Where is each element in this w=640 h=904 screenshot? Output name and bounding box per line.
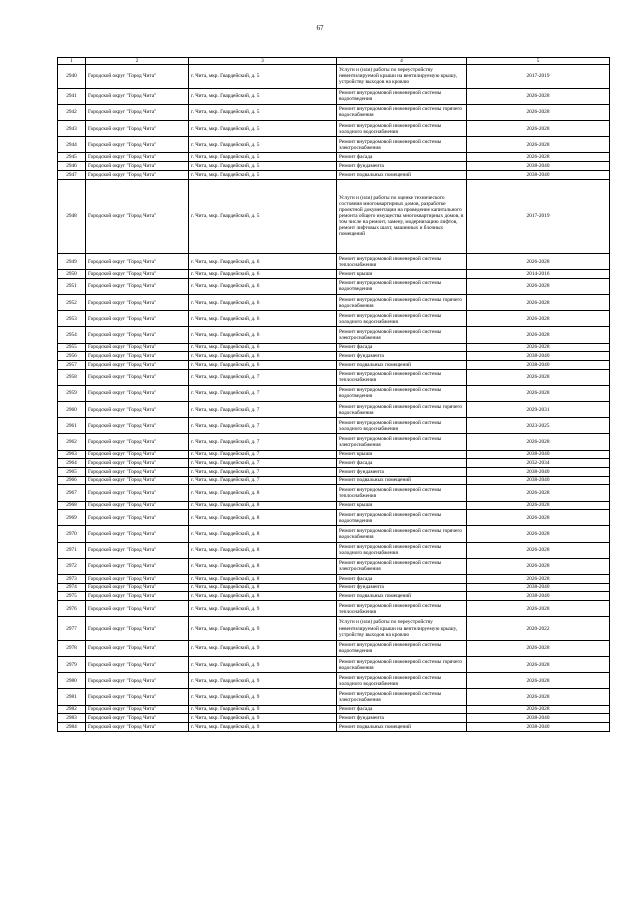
row-number-cell: 2950 — [58, 270, 86, 279]
address-cell: г. Чита, мкр. Гвардейский, д. 6 — [189, 352, 337, 361]
address-cell: г. Чита, мкр. Гвардейский, д. 6 — [189, 278, 337, 294]
table-row — [58, 88, 610, 104]
work-type-cell: Ремонт подвальных помещений — [337, 592, 467, 601]
work-type-cell: Ремонт внутридомовой инженерной системы водоотведения — [337, 510, 467, 526]
period-cell: 2038-2040 — [467, 162, 610, 171]
work-type-cell: Ремонт внутридомовой инженерной системы теплоснабжения — [337, 254, 467, 270]
row-number-cell: 2979 — [58, 657, 86, 673]
table-row — [58, 434, 610, 450]
row-number-cell: 2949 — [58, 254, 86, 270]
address-cell: г. Чита, мкр. Гвардейский, д. 6 — [189, 270, 337, 279]
address-cell: г. Чита, мкр. Гвардейский, д. 9 — [189, 673, 337, 689]
municipality-cell: Городской округ "Город Чита" — [86, 640, 189, 656]
work-type-cell: Ремонт внутридомовой инженерной системы электроснабжения — [337, 327, 467, 343]
work-type-cell: Ремонт внутридомовой инженерной системы холодного водоснабжения — [337, 311, 467, 327]
municipality-cell: Городской округ "Город Чита" — [86, 104, 189, 120]
table-row — [58, 369, 610, 385]
table-row — [58, 705, 610, 714]
row-number-cell: 2965 — [58, 468, 86, 477]
municipality-cell: Городской округ "Город Чита" — [86, 601, 189, 617]
municipality-cell: Городской округ "Город Чита" — [86, 657, 189, 673]
municipality-cell: Городской округ "Город Чита" — [86, 575, 189, 584]
table-row — [58, 657, 610, 673]
table-row — [58, 601, 610, 617]
work-type-cell: Ремонт внутридомовой инженерной системы теплоснабжения — [337, 369, 467, 385]
work-type-cell: Ремонт фасада — [337, 575, 467, 584]
page-number: 67 — [316, 24, 324, 32]
period-cell: 2038-2040 — [467, 468, 610, 477]
row-number-cell: 2943 — [58, 121, 86, 137]
work-type-cell: Ремонт фасада — [337, 459, 467, 468]
work-type-cell: Ремонт внутридомовой инженерной системы теплоснабжения — [337, 485, 467, 501]
address-cell: г. Чита, мкр. Гвардейский, д. 9 — [189, 714, 337, 723]
municipality-cell: Городской округ "Город Чита" — [86, 617, 189, 641]
period-cell: 2026-2028 — [467, 575, 610, 584]
period-cell: 2026-2028 — [467, 295, 610, 311]
row-number-cell: 2955 — [58, 343, 86, 352]
table-row — [58, 583, 610, 592]
row-number-cell: 2970 — [58, 526, 86, 542]
work-type-cell: Ремонт внутридомовой инженерной системы электроснабжения — [337, 689, 467, 705]
municipality-cell: Городской округ "Город Чита" — [86, 311, 189, 327]
period-cell: 2026-2028 — [467, 343, 610, 352]
address-cell: г. Чита, мкр. Гвардейский, д. 7 — [189, 450, 337, 459]
table-row — [58, 361, 610, 370]
row-number-cell: 2959 — [58, 385, 86, 401]
row-number-cell: 2960 — [58, 402, 86, 418]
period-cell: 2026-2028 — [467, 104, 610, 120]
municipality-cell: Городской округ "Город Чита" — [86, 121, 189, 137]
table-row — [58, 450, 610, 459]
table-row — [58, 476, 610, 485]
municipality-cell: Городской округ "Город Чита" — [86, 327, 189, 343]
row-number-cell: 2980 — [58, 673, 86, 689]
table-row — [58, 104, 610, 120]
column-header-3: 3 — [189, 58, 337, 65]
municipality-cell: Городской округ "Город Чита" — [86, 526, 189, 542]
address-cell: г. Чита, мкр. Гвардейский, д. 5 — [189, 137, 337, 153]
work-type-cell: Ремонт фасада — [337, 705, 467, 714]
work-type-cell: Ремонт внутридомовой инженерной системы теплоснабжения — [337, 601, 467, 617]
municipality-cell: Городской округ "Город Чита" — [86, 402, 189, 418]
period-cell: 2032-2034 — [467, 459, 610, 468]
period-cell: 2026-2028 — [467, 121, 610, 137]
column-header-4: 4 — [337, 58, 467, 65]
work-type-cell: Ремонт внутридомовой инженерной системы горячего водоснабжения — [337, 526, 467, 542]
period-cell: 2026-2028 — [467, 485, 610, 501]
work-type-cell: Ремонт фундамента — [337, 583, 467, 592]
municipality-cell: Городской округ "Город Чита" — [86, 558, 189, 574]
table-row — [58, 526, 610, 542]
table-row — [58, 327, 610, 343]
table-row — [58, 714, 610, 723]
address-cell: г. Чита, мкр. Гвардейский, д. 6 — [189, 343, 337, 352]
row-number-cell: 2983 — [58, 714, 86, 723]
municipality-cell: Городской округ "Город Чита" — [86, 361, 189, 370]
row-number-cell: 2978 — [58, 640, 86, 656]
address-cell: г. Чита, мкр. Гвардейский, д. 6 — [189, 295, 337, 311]
row-number-cell: 2982 — [58, 705, 86, 714]
period-cell: 2038-2040 — [467, 722, 610, 731]
row-number-cell: 2964 — [58, 459, 86, 468]
municipality-cell: Городской округ "Город Чита" — [86, 485, 189, 501]
table-row — [58, 179, 610, 254]
row-number-cell: 2954 — [58, 327, 86, 343]
table-row — [58, 278, 610, 294]
row-number-cell: 2956 — [58, 352, 86, 361]
municipality-cell: Городской округ "Город Чита" — [86, 88, 189, 104]
work-type-cell: Ремонт внутридомовой инженерной системы водоотведения — [337, 640, 467, 656]
address-cell: г. Чита, мкр. Гвардейский, д. 6 — [189, 254, 337, 270]
table-row — [58, 722, 610, 731]
address-cell: г. Чита, мкр. Гвардейский, д. 7 — [189, 402, 337, 418]
row-number-cell: 2944 — [58, 137, 86, 153]
work-type-cell: Ремонт внутридомовой инженерной системы горячего водоснабжения — [337, 657, 467, 673]
municipality-cell: Городской округ "Город Чита" — [86, 137, 189, 153]
address-cell: г. Чита, мкр. Гвардейский, д. 7 — [189, 369, 337, 385]
municipality-cell: Городской округ "Город Чита" — [86, 583, 189, 592]
work-type-cell: Услуги и (или) работы по переустройству невентилируемой крыши на вентилируемую крышу, устройству выходов на кровлю — [337, 65, 467, 89]
header-row — [58, 58, 610, 65]
period-cell: 2026-2028 — [467, 88, 610, 104]
period-cell: 2038-2040 — [467, 450, 610, 459]
municipality-cell: Городской округ "Город Чита" — [86, 705, 189, 714]
work-type-cell: Ремонт внутридомовой инженерной системы горячего водоснабжения — [337, 104, 467, 120]
row-number-cell: 2958 — [58, 369, 86, 385]
row-number-cell: 2963 — [58, 450, 86, 459]
municipality-cell: Городской округ "Город Чита" — [86, 459, 189, 468]
period-cell: 2038-2040 — [467, 476, 610, 485]
work-type-cell: Ремонт внутридомовой инженерной системы холодного водоснабжения — [337, 673, 467, 689]
table-row — [58, 270, 610, 279]
address-cell: г. Чита, мкр. Гвардейский, д. 7 — [189, 468, 337, 477]
work-type-cell: Ремонт внутридомовой инженерной системы электроснабжения — [337, 558, 467, 574]
municipality-cell: Городской округ "Город Чита" — [86, 170, 189, 179]
period-cell: 2017-2019 — [467, 179, 610, 254]
period-cell: 2026-2028 — [467, 311, 610, 327]
address-cell: г. Чита, мкр. Гвардейский, д. 5 — [189, 65, 337, 89]
column-header-2: 2 — [86, 58, 189, 65]
municipality-cell: Городской округ "Город Чита" — [86, 542, 189, 558]
municipality-cell: Городской округ "Город Чита" — [86, 434, 189, 450]
work-type-cell: Ремонт внутридомовой инженерной системы горячего водоснабжения — [337, 295, 467, 311]
row-number-cell: 2948 — [58, 179, 86, 254]
address-cell: г. Чита, мкр. Гвардейский, д. 5 — [189, 162, 337, 171]
column-header-5: 5 — [467, 58, 610, 65]
table-row — [58, 485, 610, 501]
address-cell: г. Чита, мкр. Гвардейский, д. 8 — [189, 558, 337, 574]
address-cell: г. Чита, мкр. Гвардейский, д. 9 — [189, 689, 337, 705]
table-row — [58, 542, 610, 558]
period-cell: 2026-2028 — [467, 434, 610, 450]
address-cell: г. Чита, мкр. Гвардейский, д. 8 — [189, 485, 337, 501]
period-cell: 2038-2040 — [467, 583, 610, 592]
period-cell: 2026-2028 — [467, 501, 610, 510]
table-row — [58, 459, 610, 468]
work-type-cell: Ремонт внутридомовой инженерной системы холодного водоснабжения — [337, 418, 467, 434]
table-row — [58, 673, 610, 689]
row-number-cell: 2981 — [58, 689, 86, 705]
municipality-cell: Городской округ "Город Чита" — [86, 278, 189, 294]
period-cell: 2014-2016 — [467, 270, 610, 279]
table-row — [58, 153, 610, 162]
row-number-cell: 2973 — [58, 575, 86, 584]
repair-schedule-table — [57, 57, 610, 732]
municipality-cell: Городской округ "Город Чита" — [86, 270, 189, 279]
address-cell: г. Чита, мкр. Гвардейский, д. 6 — [189, 327, 337, 343]
row-number-cell: 2941 — [58, 88, 86, 104]
table-row — [58, 575, 610, 584]
work-type-cell: Ремонт крыши — [337, 450, 467, 459]
work-type-cell: Ремонт внутридомовой инженерной системы водоотведения — [337, 88, 467, 104]
period-cell: 2038-2040 — [467, 592, 610, 601]
row-number-cell: 2942 — [58, 104, 86, 120]
period-cell: 2026-2028 — [467, 705, 610, 714]
table-body — [58, 65, 610, 732]
row-number-cell: 2969 — [58, 510, 86, 526]
table-row — [58, 311, 610, 327]
work-type-cell: Ремонт крыши — [337, 501, 467, 510]
period-cell: 2026-2028 — [467, 153, 610, 162]
row-number-cell: 2977 — [58, 617, 86, 641]
municipality-cell: Городской округ "Город Чита" — [86, 254, 189, 270]
period-cell: 2026-2028 — [467, 369, 610, 385]
address-cell: г. Чита, мкр. Гвардейский, д. 9 — [189, 617, 337, 641]
municipality-cell: Городской округ "Город Чита" — [86, 501, 189, 510]
row-number-cell: 2940 — [58, 65, 86, 89]
row-number-cell: 2947 — [58, 170, 86, 179]
address-cell: г. Чита, мкр. Гвардейский, д. 9 — [189, 601, 337, 617]
row-number-cell: 2984 — [58, 722, 86, 731]
work-type-cell: Ремонт подвальных помещений — [337, 361, 467, 370]
row-number-cell: 2953 — [58, 311, 86, 327]
period-cell: 2026-2028 — [467, 278, 610, 294]
row-number-cell: 2961 — [58, 418, 86, 434]
period-cell: 2026-2028 — [467, 526, 610, 542]
municipality-cell: Городской округ "Город Чита" — [86, 722, 189, 731]
address-cell: г. Чита, мкр. Гвардейский, д. 8 — [189, 510, 337, 526]
row-number-cell: 2966 — [58, 476, 86, 485]
table-row — [58, 501, 610, 510]
period-cell: 2038-2040 — [467, 361, 610, 370]
address-cell: г. Чита, мкр. Гвардейский, д. 8 — [189, 542, 337, 558]
row-number-cell: 2975 — [58, 592, 86, 601]
table-row — [58, 352, 610, 361]
address-cell: г. Чита, мкр. Гвардейский, д. 9 — [189, 722, 337, 731]
address-cell: г. Чита, мкр. Гвардейский, д. 7 — [189, 476, 337, 485]
address-cell: г. Чита, мкр. Гвардейский, д. 7 — [189, 385, 337, 401]
work-type-cell: Ремонт внутридомовой инженерной системы горячего водоснабжения — [337, 402, 467, 418]
row-number-cell: 2976 — [58, 601, 86, 617]
table-row — [58, 418, 610, 434]
municipality-cell: Городской округ "Город Чита" — [86, 385, 189, 401]
work-type-cell: Ремонт фундамента — [337, 714, 467, 723]
municipality-cell: Городской округ "Город Чита" — [86, 689, 189, 705]
work-type-cell: Ремонт фундамента — [337, 468, 467, 477]
municipality-cell: Городской округ "Город Чита" — [86, 343, 189, 352]
row-number-cell: 2968 — [58, 501, 86, 510]
period-cell: 2026-2028 — [467, 385, 610, 401]
period-cell: 2038-2040 — [467, 714, 610, 723]
address-cell: г. Чита, мкр. Гвардейский, д. 5 — [189, 153, 337, 162]
address-cell: г. Чита, мкр. Гвардейский, д. 7 — [189, 459, 337, 468]
municipality-cell: Городской округ "Город Чита" — [86, 476, 189, 485]
work-type-cell: Ремонт фундамента — [337, 352, 467, 361]
period-cell: 2026-2028 — [467, 657, 610, 673]
municipality-cell: Городской округ "Город Чита" — [86, 179, 189, 254]
municipality-cell: Городской округ "Город Чита" — [86, 352, 189, 361]
table-row — [58, 640, 610, 656]
row-number-cell: 2971 — [58, 542, 86, 558]
address-cell: г. Чита, мкр. Гвардейский, д. 5 — [189, 179, 337, 254]
table-row — [58, 510, 610, 526]
work-type-cell: Ремонт фундамента — [337, 162, 467, 171]
table-row — [58, 121, 610, 137]
period-cell: 2026-2028 — [467, 327, 610, 343]
table-row — [58, 170, 610, 179]
work-type-cell: Ремонт фасада — [337, 153, 467, 162]
row-number-cell: 2962 — [58, 434, 86, 450]
table-row — [58, 343, 610, 352]
address-cell: г. Чита, мкр. Гвардейский, д. 5 — [189, 88, 337, 104]
address-cell: г. Чита, мкр. Гвардейский, д. 8 — [189, 583, 337, 592]
row-number-cell: 2946 — [58, 162, 86, 171]
work-type-cell: Ремонт внутридомовой инженерной системы холодного водоснабжения — [337, 121, 467, 137]
table-row — [58, 468, 610, 477]
address-cell: г. Чита, мкр. Гвардейский, д. 9 — [189, 640, 337, 656]
table-row — [58, 137, 610, 153]
period-cell: 2026-2028 — [467, 542, 610, 558]
work-type-cell: Ремонт крыши — [337, 270, 467, 279]
table-row — [58, 295, 610, 311]
work-type-cell: Ремонт подвальных помещений — [337, 476, 467, 485]
period-cell: 2029-2031 — [467, 402, 610, 418]
municipality-cell: Городской округ "Город Чита" — [86, 592, 189, 601]
address-cell: г. Чита, мкр. Гвардейский, д. 9 — [189, 657, 337, 673]
municipality-cell: Городской округ "Город Чита" — [86, 418, 189, 434]
address-cell: г. Чита, мкр. Гвардейский, д. 5 — [189, 121, 337, 137]
period-cell: 2026-2028 — [467, 601, 610, 617]
period-cell: 2020-2022 — [467, 617, 610, 641]
work-type-cell: Ремонт внутридомовой инженерной системы холодного водоснабжения — [337, 542, 467, 558]
table-row — [58, 65, 610, 89]
address-cell: г. Чита, мкр. Гвардейский, д. 8 — [189, 592, 337, 601]
table-row — [58, 617, 610, 641]
table-row — [58, 558, 610, 574]
row-number-cell: 2967 — [58, 485, 86, 501]
period-cell: 2026-2028 — [467, 673, 610, 689]
table-row — [58, 689, 610, 705]
address-cell: г. Чита, мкр. Гвардейский, д. 6 — [189, 311, 337, 327]
period-cell: 2026-2028 — [467, 137, 610, 153]
period-cell: 2023-2025 — [467, 418, 610, 434]
table-row — [58, 162, 610, 171]
period-cell: 2026-2028 — [467, 640, 610, 656]
address-cell: г. Чита, мкр. Гвардейский, д. 7 — [189, 418, 337, 434]
municipality-cell: Городской округ "Город Чита" — [86, 510, 189, 526]
municipality-cell: Городской округ "Город Чита" — [86, 450, 189, 459]
work-type-cell: Ремонт внутридомовой инженерной системы электроснабжения — [337, 434, 467, 450]
table-row — [58, 592, 610, 601]
period-cell: 2026-2028 — [467, 510, 610, 526]
address-cell: г. Чита, мкр. Гвардейский, д. 5 — [189, 104, 337, 120]
table-row — [58, 402, 610, 418]
row-number-cell: 2972 — [58, 558, 86, 574]
column-header-1: 1 — [58, 58, 86, 65]
address-cell: г. Чита, мкр. Гвардейский, д. 8 — [189, 526, 337, 542]
municipality-cell: Городской округ "Город Чита" — [86, 65, 189, 89]
work-type-cell: Ремонт внутридомовой инженерной системы электроснабжения — [337, 137, 467, 153]
address-cell: г. Чита, мкр. Гвардейский, д. 8 — [189, 575, 337, 584]
address-cell: г. Чита, мкр. Гвардейский, д. 9 — [189, 705, 337, 714]
period-cell: 2026-2028 — [467, 254, 610, 270]
municipality-cell: Городской округ "Город Чита" — [86, 673, 189, 689]
table-row — [58, 385, 610, 401]
address-cell: г. Чита, мкр. Гвардейский, д. 5 — [189, 170, 337, 179]
work-type-cell: Услуги и (или) работы по оценке технического состояния многоквартирных домов, разработке проектной документации на проведение капитального ремонта общего имущества многоквартирных домов, в том числе на ремонт, замену, модернизацию лифтов, ремонт лифтовых шахт, машинных и блочных помещений — [337, 179, 467, 254]
row-number-cell: 2957 — [58, 361, 86, 370]
work-type-cell: Ремонт подвальных помещений — [337, 722, 467, 731]
period-cell: 2026-2028 — [467, 558, 610, 574]
period-cell: 2038-2040 — [467, 170, 610, 179]
period-cell: 2017-2019 — [467, 65, 610, 89]
address-cell: г. Чита, мкр. Гвардейский, д. 8 — [189, 501, 337, 510]
work-type-cell: Услуги и (или) работы по переустройству невентилируемой крыши на вентилируемую крышу, устройству выходов на кровлю — [337, 617, 467, 641]
address-cell: г. Чита, мкр. Гвардейский, д. 7 — [189, 434, 337, 450]
row-number-cell: 2952 — [58, 295, 86, 311]
municipality-cell: Городской округ "Город Чита" — [86, 153, 189, 162]
period-cell: 2026-2028 — [467, 689, 610, 705]
period-cell: 2038-2040 — [467, 352, 610, 361]
table-row — [58, 254, 610, 270]
work-type-cell: Ремонт внутридомовой инженерной системы водоотведения — [337, 385, 467, 401]
municipality-cell: Городской округ "Город Чита" — [86, 468, 189, 477]
municipality-cell: Городской округ "Город Чита" — [86, 162, 189, 171]
row-number-cell: 2945 — [58, 153, 86, 162]
municipality-cell: Городской округ "Город Чита" — [86, 369, 189, 385]
work-type-cell: Ремонт внутридомовой инженерной системы водоотведения — [337, 278, 467, 294]
address-cell: г. Чита, мкр. Гвардейский, д. 6 — [189, 361, 337, 370]
row-number-cell: 2951 — [58, 278, 86, 294]
work-type-cell: Ремонт подвальных помещений — [337, 170, 467, 179]
municipality-cell: Городской округ "Город Чита" — [86, 714, 189, 723]
work-type-cell: Ремонт фасада — [337, 343, 467, 352]
row-number-cell: 2974 — [58, 583, 86, 592]
municipality-cell: Городской округ "Город Чита" — [86, 295, 189, 311]
